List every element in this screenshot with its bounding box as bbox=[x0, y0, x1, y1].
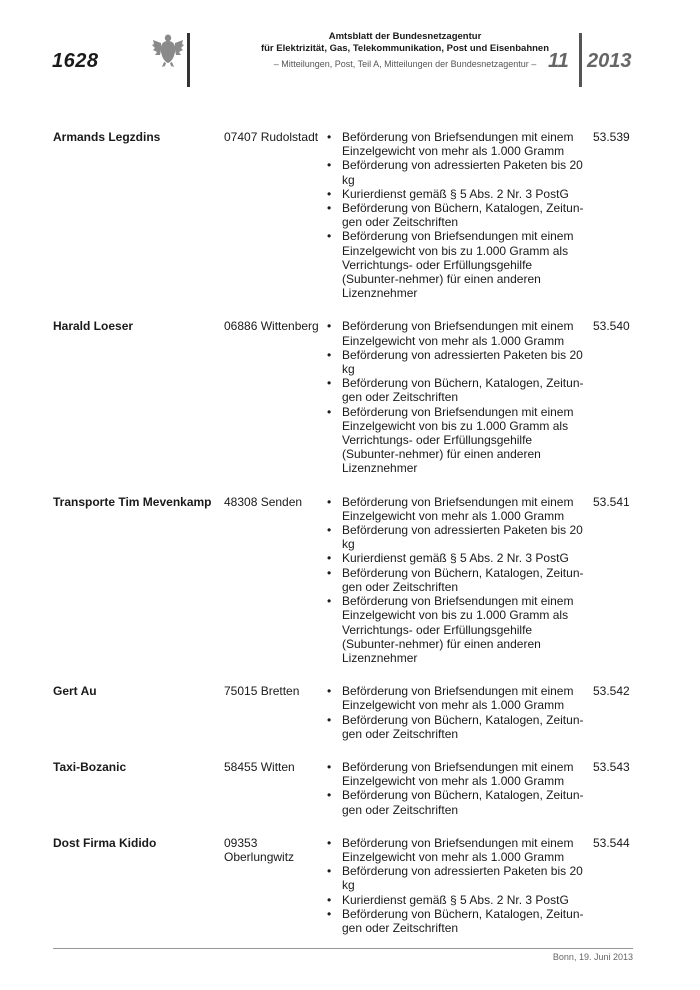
service-text: Beförderung von Briefsendungen mit einem Einzelgewicht von mehr als 1.000 Gramm bbox=[342, 319, 574, 348]
license-number: 53.543 bbox=[593, 759, 630, 774]
service-list bbox=[326, 836, 589, 935]
service-list bbox=[326, 130, 589, 300]
bullet-icon: • bbox=[327, 892, 332, 907]
service-text: Beförderung von Büchern, Katalogen, Zeitun-gen oder Zeitschriften bbox=[342, 788, 584, 817]
bullet-icon: • bbox=[327, 130, 332, 144]
service-text: Beförderung von Briefsendungen mit einem Einzelgewicht von mehr als 1.000 Gramm bbox=[342, 684, 574, 713]
service-item bbox=[326, 495, 589, 523]
licensee-place: 58455 Witten bbox=[224, 759, 295, 774]
service-item bbox=[326, 130, 589, 158]
bullet-icon: • bbox=[327, 376, 332, 391]
bullet-icon: • bbox=[327, 229, 332, 244]
service-text: Beförderung von Briefsendungen mit einem Einzelgewicht von mehr als 1.000 Gramm bbox=[342, 835, 574, 864]
page-header bbox=[0, 0, 700, 100]
licensee-name: Taxi-Bozanic bbox=[53, 759, 127, 774]
bullet-icon: • bbox=[327, 319, 332, 334]
service-text: Beförderung von Büchern, Katalogen, Zeitun-gen oder Zeitschriften bbox=[342, 201, 584, 230]
bullet-icon: • bbox=[327, 788, 332, 803]
service-item bbox=[326, 893, 589, 907]
publication-title-line2: für Elektrizität, Gas, Telekommunikation, Post und Eisenbahnen bbox=[260, 43, 550, 54]
bullet-icon: • bbox=[327, 523, 332, 538]
service-text: Beförderung von Büchern, Katalogen, Zeitun-gen oder Zeitschriften bbox=[342, 565, 584, 594]
service-item bbox=[326, 907, 589, 935]
service-item bbox=[326, 187, 589, 201]
bullet-icon: • bbox=[327, 684, 332, 699]
bullet-icon: • bbox=[327, 186, 332, 201]
service-item bbox=[326, 523, 589, 551]
header-divider-right bbox=[579, 33, 582, 87]
license-entry bbox=[53, 836, 633, 935]
service-item bbox=[326, 836, 589, 864]
license-number: 53.544 bbox=[593, 835, 630, 850]
licensee-name: Harald Loeser bbox=[53, 319, 134, 334]
service-text: Kurierdienst gemäß § 5 Abs. 2 Nr. 3 PostG bbox=[342, 892, 569, 907]
service-text: Beförderung von Briefsendungen mit einem Einzelgewicht von mehr als 1.000 Gramm bbox=[342, 130, 574, 159]
service-item bbox=[326, 201, 589, 229]
service-text: Beförderung von Briefsendungen mit einem Einzelgewicht von bis zu 1.000 Gramm als Verrichtungs- oder Erfüllungsgehilfe (Subunter-nehmer) für einen anderen Lizenznehmer bbox=[342, 594, 574, 665]
bullet-icon: • bbox=[327, 494, 332, 509]
service-text: Beförderung von Briefsendungen mit einem Einzelgewicht von mehr als 1.000 Gramm bbox=[342, 759, 574, 789]
bullet-icon: • bbox=[327, 347, 332, 362]
service-text: Beförderung von Büchern, Katalogen, Zeitun-gen oder Zeitschriften bbox=[342, 712, 584, 741]
service-list bbox=[326, 760, 589, 817]
license-number: 53.540 bbox=[593, 319, 630, 334]
issue-number: 11 bbox=[548, 50, 569, 72]
bullet-icon: • bbox=[327, 759, 332, 774]
service-text: Beförderung von Büchern, Katalogen, Zeitun-gen oder Zeitschriften bbox=[342, 376, 584, 405]
service-list bbox=[326, 319, 589, 475]
bullet-icon: • bbox=[327, 906, 332, 921]
service-text: Beförderung von adressierten Paketen bis 20 kg bbox=[342, 347, 583, 377]
bullet-icon: • bbox=[327, 864, 332, 879]
service-item bbox=[326, 566, 589, 594]
publication-subtitle: – Mitteilungen, Post, Teil A, Mitteilungen der Bundesnetzagentur – bbox=[273, 59, 537, 69]
service-text: Kurierdienst gemäß § 5 Abs. 2 Nr. 3 PostG bbox=[342, 186, 569, 201]
service-item bbox=[326, 405, 589, 476]
license-entry bbox=[53, 319, 633, 475]
issue-year: 2013 bbox=[587, 50, 632, 72]
service-text: Beförderung von Büchern, Katalogen, Zeitun-gen oder Zeitschriften bbox=[342, 906, 584, 935]
publication-title-line1: Amtsblatt der Bundesnetzagentur bbox=[328, 31, 482, 42]
license-list bbox=[53, 130, 633, 954]
licensee-place: 06886 Wittenberg bbox=[224, 319, 319, 334]
service-text: Kurierdienst gemäß § 5 Abs. 2 Nr. 3 PostG bbox=[342, 551, 569, 566]
service-text: Beförderung von adressierten Paketen bis 20 kg bbox=[342, 158, 583, 187]
service-item bbox=[326, 348, 589, 376]
footer-date: Bonn, 19. Juni 2013 bbox=[552, 952, 633, 962]
service-item bbox=[326, 229, 589, 300]
licensee-place: 09353 Oberlungwitz bbox=[224, 835, 295, 864]
service-item bbox=[326, 788, 589, 816]
bullet-icon: • bbox=[327, 565, 332, 580]
service-text: Beförderung von Briefsendungen mit einem Einzelgewicht von bis zu 1.000 Gramm als Verrichtungs- oder Erfüllungsgehilfe (Subunter-nehmer) für einen anderen Lizenznehmer bbox=[342, 404, 574, 476]
service-item bbox=[326, 713, 589, 741]
licensee-place: 07407 Rudolstadt bbox=[224, 130, 319, 144]
service-text: Beförderung von Briefsendungen mit einem Einzelgewicht von bis zu 1.000 Gramm als Verrichtungs- oder Erfüllungsgehilfe (Subunter-nehmer) für einen anderen Lizenznehmer bbox=[342, 229, 574, 301]
license-entry bbox=[53, 130, 633, 300]
service-item bbox=[326, 760, 589, 788]
federal-eagle-icon bbox=[152, 32, 184, 68]
service-item bbox=[326, 319, 589, 347]
service-item bbox=[326, 684, 589, 712]
service-text: Beförderung von adressierten Paketen bis 20 kg bbox=[342, 523, 583, 552]
licensee-name: Gert Au bbox=[53, 684, 97, 699]
license-number: 53.541 bbox=[593, 494, 630, 509]
page-number: 1628 bbox=[52, 50, 99, 72]
service-list bbox=[326, 684, 589, 741]
licensee-place: 75015 Bretten bbox=[224, 684, 300, 699]
service-item bbox=[326, 864, 589, 892]
bullet-icon: • bbox=[327, 712, 332, 727]
license-entry bbox=[53, 684, 633, 741]
bullet-icon: • bbox=[327, 551, 332, 566]
bullet-icon: • bbox=[327, 158, 332, 173]
service-item bbox=[326, 594, 589, 665]
service-item bbox=[326, 551, 589, 565]
service-item bbox=[326, 158, 589, 186]
licensee-name: Transporte Tim Mevenkamp bbox=[53, 494, 212, 509]
service-list bbox=[326, 495, 589, 665]
license-entry bbox=[53, 495, 633, 665]
service-item bbox=[326, 376, 589, 404]
bullet-icon: • bbox=[327, 594, 332, 609]
service-text: Beförderung von adressierten Paketen bis 20 kg bbox=[342, 864, 583, 893]
bullet-icon: • bbox=[327, 404, 332, 419]
license-entry bbox=[53, 760, 633, 817]
licensee-place: 48308 Senden bbox=[224, 494, 303, 509]
license-number: 53.539 bbox=[593, 130, 630, 144]
service-text: Beförderung von Briefsendungen mit einem Einzelgewicht von mehr als 1.000 Gramm bbox=[342, 494, 574, 523]
license-number: 53.542 bbox=[593, 684, 630, 699]
footer-divider bbox=[53, 948, 633, 949]
bullet-icon: • bbox=[327, 835, 332, 850]
bullet-icon: • bbox=[327, 201, 332, 216]
licensee-name: Armands Legzdins bbox=[53, 130, 161, 144]
licensee-name: Dost Firma Kidido bbox=[53, 835, 157, 850]
